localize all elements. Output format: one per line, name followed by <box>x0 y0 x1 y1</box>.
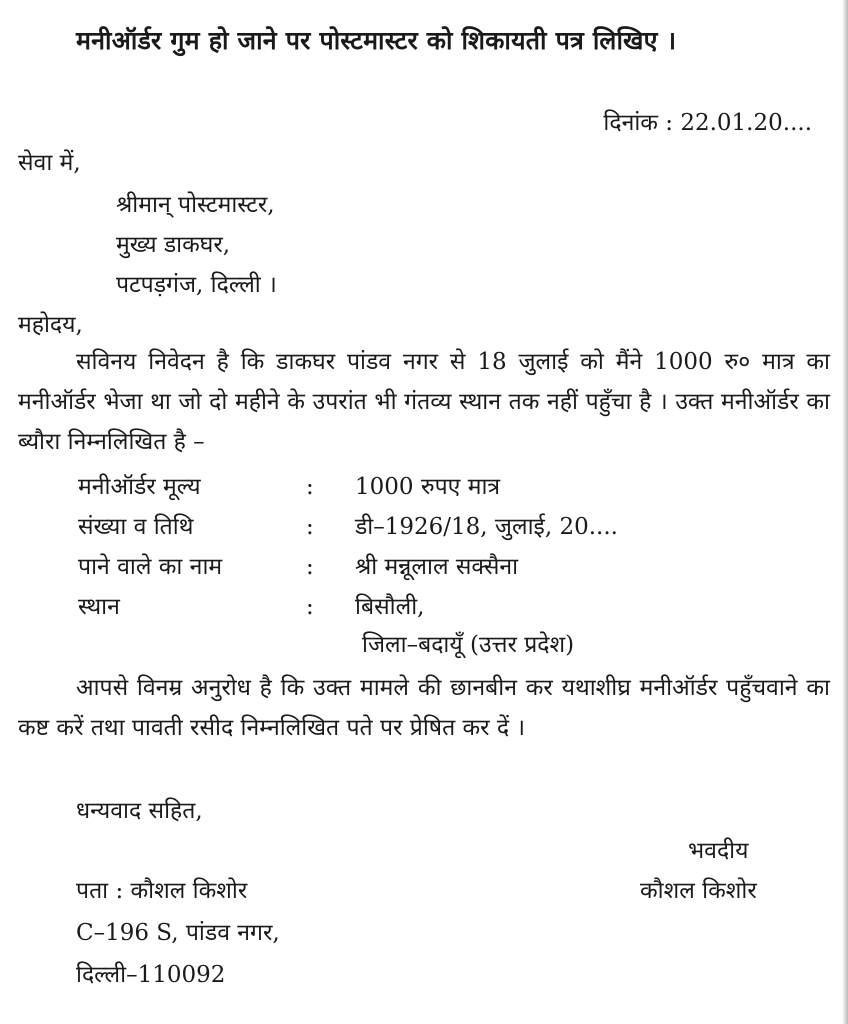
closing-line: धन्यवाद सहित, <box>76 798 203 824</box>
paragraph-1 <box>18 342 830 462</box>
detail-label: मनीऑर्डर मूल्य <box>78 474 201 500</box>
letter-title: मनीऑर्डर गुम हो जाने पर पोस्टमास्टर को शिकायती पत्र लिखिए । <box>76 26 677 55</box>
detail-value: 1000 रुपए मात्र <box>355 474 501 500</box>
paragraph-2 <box>18 668 830 748</box>
recipient-salutation: सेवा में, <box>18 150 81 176</box>
recipient-line-2: मुख्य डाकघर, <box>116 232 231 258</box>
recipient-line-1: श्रीमान् पोस्टमास्टर, <box>116 192 275 218</box>
detail-label: स्थान <box>78 594 120 620</box>
detail-colon: : <box>306 594 314 620</box>
greeting: महोदय, <box>18 312 83 338</box>
recipient-line-3: पटपड़गंज, दिल्ली । <box>116 272 277 298</box>
detail-colon: : <box>306 474 314 500</box>
letter-date: दिनांक : 22.01.20.... <box>603 110 812 136</box>
address-line-1: पता : कौशल किशोर <box>76 878 248 904</box>
address-line-2: C–196 S, पांडव नगर, <box>76 920 280 946</box>
detail-value-continuation: जिला–बदायूँ (उत्तर प्रदेश) <box>362 632 575 658</box>
page-edge-shadow <box>842 0 848 1024</box>
detail-colon: : <box>306 554 314 580</box>
detail-value: डी–1926/18, जुलाई, 20.... <box>355 514 618 540</box>
detail-label: पाने वाले का नाम <box>78 554 223 580</box>
paragraph-2-text: आपसे विनम्र अनुरोध है कि उक्त मामले की छानबीन कर यथाशीघ्र मनीऑर्डर पहुँचवाने का कष्ट करें तथा पावती रसीद निम्नलिखित पते पर प्रेषित कर दें । <box>18 675 830 741</box>
signoff: भवदीय <box>688 838 749 864</box>
sender-name: कौशल किशोर <box>640 878 757 904</box>
detail-value: श्री मन्नूलाल सक्सैना <box>355 554 519 580</box>
detail-label: संख्या व तिथि <box>78 514 194 540</box>
details-table <box>0 476 848 636</box>
paragraph-1-text: सविनय निवेदन है कि डाकघर पांडव नगर से 18 जुलाई को मैंने 1000 रु० मात्र का मनीऑर्डर भेजा था जो दो महीने के उपरांत भी गंतव्य स्थान तक नहीं पहुँचा है । उक्त मनीऑर्डर का ब्यौरा निम्नलिखित है – <box>18 349 830 455</box>
detail-value: बिसौली, <box>355 594 425 620</box>
address-line-3: दिल्ली–110092 <box>76 962 226 988</box>
detail-colon: : <box>306 514 314 540</box>
